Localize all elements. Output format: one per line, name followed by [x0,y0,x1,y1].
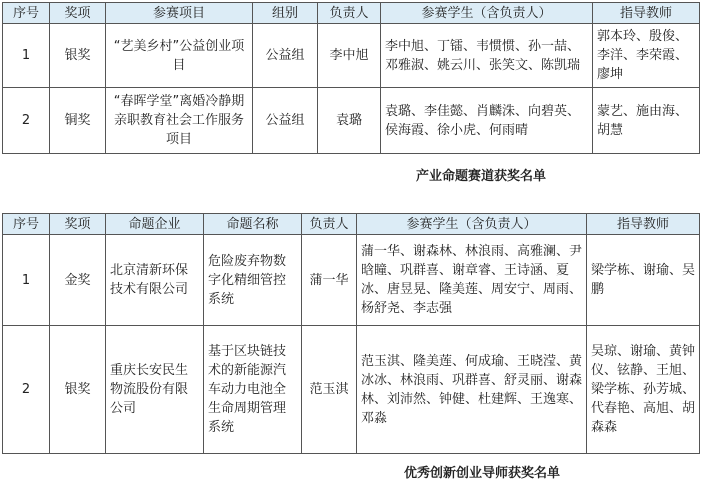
teachers-list: 郭本玲、殷俊、李洋、李荣霞、廖坤 [593,24,700,88]
company-name: 北京清新环保技术有限公司 [106,235,204,326]
header-cell: 命题名称 [204,214,302,235]
project-name: “春晖学堂”离婚冷静期亲职教育社会工作服务项目 [106,88,253,154]
header-cell: 命题企业 [106,214,204,235]
group-name: 公益组 [253,88,318,154]
students-list: 李中旭、丁镭、韦惯惯、孙一喆、邓雅淑、姚云川、张笑文、陈凯瑞 [381,24,593,88]
award-table-public-welfare [2,2,700,154]
header-cell: 负责人 [318,3,381,24]
company-name: 重庆长安民生物流股份有限公司 [106,326,204,454]
header-cell: 奖项 [50,3,106,24]
header-cell: 指导教师 [593,3,700,24]
topic-name: 危险废弃物数字化精细管控系统 [204,235,302,326]
leader-name: 李中旭 [318,24,381,88]
award-level: 金奖 [50,235,106,326]
award-level: 银奖 [50,326,106,454]
header-cell: 指导教师 [587,214,700,235]
header-cell: 组别 [253,3,318,24]
teachers-list: 吴琼、谢瑜、黄钟仪、铉静、王旭、梁学栋、孙芳城、代春艳、高旭、胡森森 [587,326,700,454]
section-caption: 产业命题赛道获奖名单 [416,169,547,184]
teachers-list: 蒙艺、施由海、胡慧 [593,88,700,154]
topic-name: 基于区块链技术的新能源汽车动力电池全生命周期管理系统 [204,326,302,454]
award-level: 铜奖 [50,88,106,154]
row-number: 2 [3,326,50,454]
group-name: 公益组 [253,24,318,88]
teachers-list: 梁学栋、谢瑜、吴鹏 [587,235,700,326]
award-level: 银奖 [50,24,106,88]
award-table-industry-topics [2,213,700,454]
table-header-row [3,3,700,24]
project-name: “艺美乡村”公益创业项目 [106,24,253,88]
header-cell: 参赛学生（含负责人） [381,3,593,24]
row-number: 1 [3,235,50,326]
table-header-row [3,214,700,235]
section-caption: 优秀创新创业导师获奖名单 [404,466,561,481]
row-number: 1 [3,24,50,88]
leader-name: 蒲一华 [302,235,357,326]
row-number: 2 [3,88,50,154]
header-cell: 序号 [3,3,50,24]
header-cell: 奖项 [50,214,106,235]
students-list: 袁璐、李佳懿、肖麟洙、向碧英、侯海霞、徐小虎、何雨晴 [381,88,593,154]
table-row [3,326,700,454]
header-cell: 负责人 [302,214,357,235]
students-list: 蒲一华、谢森林、林浪雨、高雅澜、尹晗瞳、巩群喜、谢章睿、王诗涵、夏冰、唐昱晃、隆美莲、周安宁、周雨、杨舒尧、李志强 [357,235,587,326]
students-list: 范玉淇、隆美莲、何成瑜、王晓滢、黄冰冰、林浪雨、巩群喜、舒灵丽、谢森林、刘沛然、钟健、杜建辉、王逸寒、邓淼 [357,326,587,454]
leader-name: 范玉淇 [302,326,357,454]
header-cell: 参赛学生（含负责人） [357,214,587,235]
table-row [3,88,700,154]
header-cell: 参赛项目 [106,3,253,24]
table-row [3,235,700,326]
table-row [3,24,700,88]
header-cell: 序号 [3,214,50,235]
leader-name: 袁璐 [318,88,381,154]
